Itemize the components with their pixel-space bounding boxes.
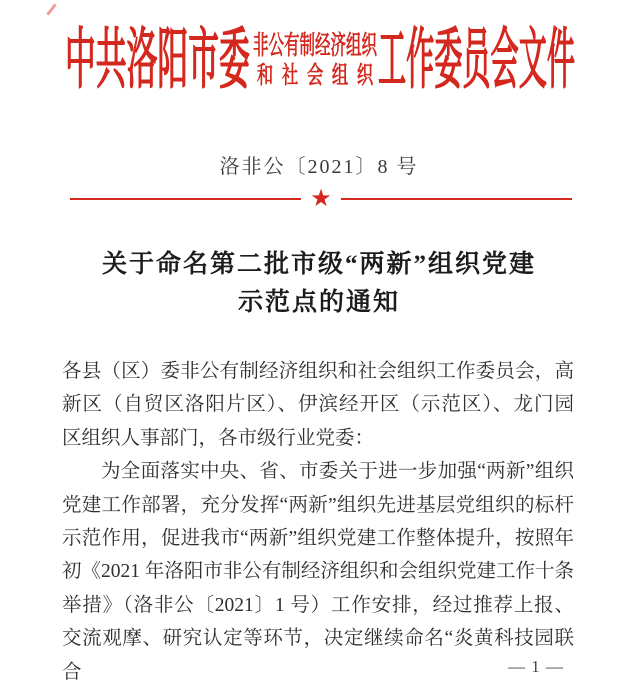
body-text-line: 举措》（洛非公〔2021〕1 号）工作安排，经过推荐上报、 xyxy=(62,594,574,616)
letterhead-char: 会 xyxy=(306,63,324,89)
page-number: — 1 — xyxy=(508,657,564,676)
letterhead-org-left: 中共洛阳市委 xyxy=(65,24,250,98)
red-rule-divider xyxy=(70,186,572,212)
letterhead-org-sub-line2 xyxy=(253,64,377,88)
star-icon: ★ xyxy=(310,186,332,212)
red-rule-right xyxy=(341,198,572,200)
letterhead-org-sub-line1: 非公有制经济组织 xyxy=(253,31,377,60)
body-text-line: 各县（区）委非公有制经济组织和社会组织工作委员会，高 xyxy=(62,361,574,382)
document-title-line1: 关于命名第二批市级“两新”组织党建 xyxy=(101,251,536,278)
body-text-line: 为全面落实中央、省、市委关于进一步加强“两新”组织 xyxy=(101,461,574,483)
document-body xyxy=(62,355,574,686)
body-text-line: 交流观摩、研究认定等环节，决定继续命名“炎黄科技园联合 xyxy=(62,628,574,683)
letterhead-char: 织 xyxy=(356,63,374,89)
letterhead-char: 和 xyxy=(256,63,274,89)
document-title-line2: 示范点的通知 xyxy=(237,289,400,316)
body-text-line: 初《2021 年洛阳市非公有制经济组织和会组织党建工作十条 xyxy=(62,561,574,583)
body-text-line: 区组织人事部门，各市级行业党委： xyxy=(62,427,375,449)
red-rule-left xyxy=(70,198,301,200)
body-text-line: 新区（自贸区洛阳片区）、伊滨经开区（示范区）、龙门园 xyxy=(62,394,574,416)
red-scan-mark xyxy=(46,3,56,15)
body-text-line: 示范作用，促进我市“两新”组织党建工作整体提升，按照年 xyxy=(62,528,574,550)
document-number: 洛非公〔2021〕8 号 xyxy=(219,156,419,178)
letterhead-char: 社 xyxy=(281,63,299,89)
letterhead-org-right: 工作委员会文件 xyxy=(378,24,575,98)
body-text-line: 党建工作部署，充分发挥“两新”组织先进基层党组织的标杆 xyxy=(62,494,574,516)
document-title xyxy=(0,246,638,322)
letterhead-char: 组 xyxy=(331,63,349,89)
